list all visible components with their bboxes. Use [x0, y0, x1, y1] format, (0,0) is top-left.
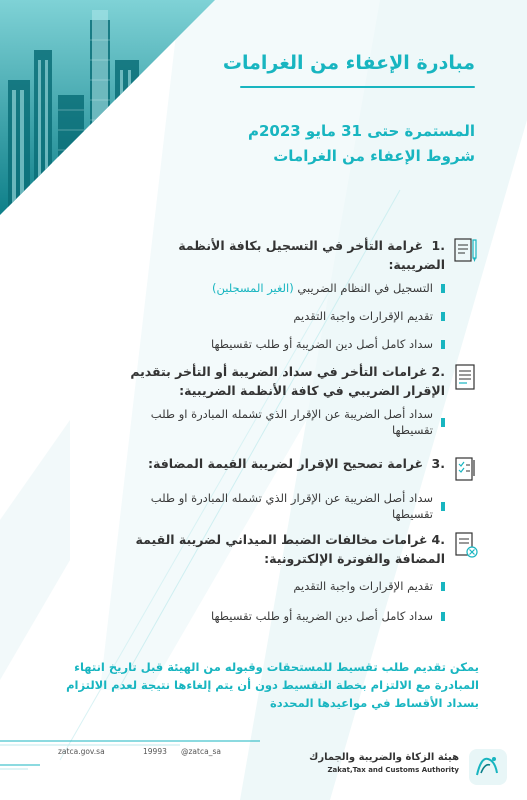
- section-1-title-text: غرامة التأخر في التسجيل بكافة الأنظمة الضريبية:: [178, 238, 445, 272]
- section-3: [119, 454, 479, 534]
- bullet-marker: [441, 612, 445, 621]
- list-item-text: سداد أصل الضريبة عن الإقرار الذي تشمله المبادرة او طلب تقسيطها: [150, 491, 433, 521]
- section-2-title: [130, 362, 445, 400]
- bullet-marker: [441, 340, 445, 349]
- section-3-title: [148, 454, 445, 473]
- list-item: [119, 578, 445, 594]
- list-item: [119, 308, 445, 324]
- list-item: [119, 608, 445, 624]
- form-pencil-icon: [453, 236, 479, 266]
- bullet-marker: [441, 418, 445, 427]
- list-item-text: سداد أصل الضريبة عن الإقرار الذي تشمله المبادرة او طلب تقسيطها: [150, 407, 433, 437]
- checklist-icon: [453, 454, 479, 484]
- bullet-marker: [441, 502, 445, 511]
- list-item: [119, 406, 445, 438]
- list-item-text: التسجيل في النظام الضريبي: [297, 281, 433, 295]
- section-1: [119, 236, 479, 364]
- list-item-text: سداد كامل أصل دين الضريبة أو طلب تقسيطها: [210, 337, 433, 351]
- list-item-highlight: (الغير المسجلين): [211, 281, 294, 295]
- bullet-marker: [441, 312, 445, 321]
- subtitle-deadline: المستمرة حتى 31 مايو 2023م: [247, 122, 475, 140]
- section-3-number: .3: [431, 456, 445, 471]
- bullet-marker: [441, 284, 445, 293]
- footer-phone[interactable]: 19993: [143, 747, 167, 756]
- section-2-title-line1: غرامات التأخر في سداد الضريبة أو التأخر بتقديم: [130, 364, 428, 379]
- org-name-arabic: هيئة الزكاة والضريبة والجمارك: [309, 752, 459, 763]
- footer-website[interactable]: zatca.gov.sa: [58, 747, 105, 756]
- list-item: [119, 336, 445, 352]
- section-4-title-line2: المضافة والفوترة الإلكترونية:: [264, 551, 445, 566]
- section-4-number: .4: [431, 532, 445, 547]
- list-item: [119, 490, 445, 522]
- list-item-text: تقديم الإقرارات واجبة التقديم: [293, 309, 433, 323]
- section-3-list: [119, 490, 445, 522]
- section-2-list: [119, 406, 445, 438]
- section-2: [119, 362, 479, 450]
- section-4: [119, 530, 479, 636]
- page-title: مبادرة الإعفاء من الغرامات: [222, 52, 475, 74]
- list-item: [119, 280, 445, 296]
- section-3-title-text: غرامة تصحيح الإقرار لضريبة القيمة المضافة:: [148, 456, 424, 471]
- footer: [0, 735, 527, 800]
- org-name-english: Zakat,Tax and Customs Authority: [327, 766, 459, 774]
- section-4-list: [119, 578, 445, 624]
- list-item-text: سداد كامل أصل دين الضريبة أو طلب تقسيطها: [210, 609, 433, 623]
- section-2-title-line2: الإقرار الضريبي في كافة الأنظمة الضريبية:: [179, 383, 445, 398]
- document-lines-icon: [453, 362, 479, 392]
- section-2-number: .2: [431, 364, 445, 379]
- title-underline: [240, 86, 475, 88]
- section-1-title: [119, 236, 445, 274]
- subtitle-conditions: شروط الإعفاء من الغرامات: [273, 147, 475, 165]
- section-1-number: .1: [431, 238, 445, 253]
- section-4-title: [136, 530, 445, 568]
- zatca-logo-icon: [467, 747, 509, 787]
- bullet-marker: [441, 582, 445, 591]
- footer-social-handle[interactable]: @zatca_sa: [181, 747, 221, 756]
- document-cancel-icon: [453, 530, 479, 560]
- section-4-title-line1: غرامات مخالفات الضبط الميداني لضريبة القيمة: [135, 532, 428, 547]
- section-1-list: [119, 280, 445, 352]
- list-item-text: تقديم الإقرارات واجبة التقديم: [293, 579, 433, 593]
- installment-note: يمكن تقديم طلب تقسيط للمستحقات وقبوله من الهيئة قبل تاريخ انتهاء المبادرة مع الالتزام بخطة التقسيط دون أن يتم إلغاءها نتيجة لعدم الالتزام بسداد الأقساط في مواعيدها المحددة: [66, 660, 479, 710]
